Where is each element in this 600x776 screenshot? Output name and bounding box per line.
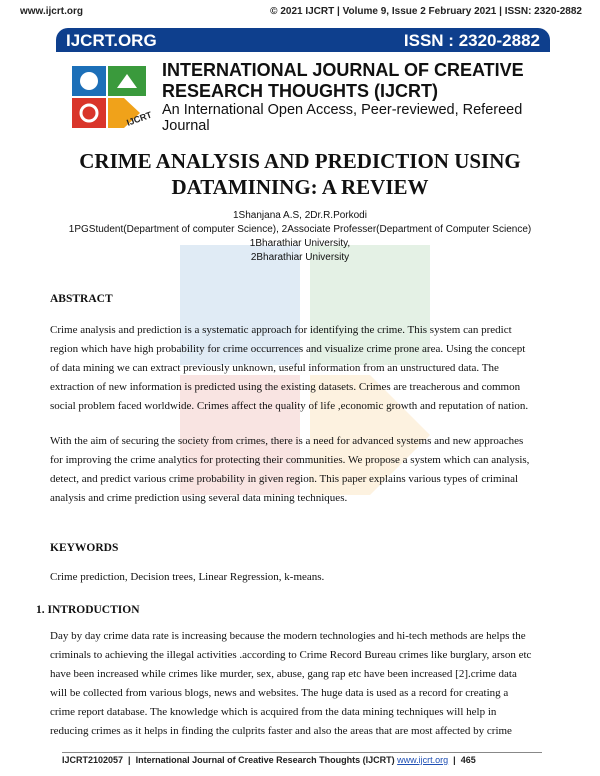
paper-title-line1: CRIME ANALYSIS AND PREDICTION USING xyxy=(79,149,521,173)
text-line: With the aim of securing the society from crimes, there is a need for advanced systems and new approaches xyxy=(50,435,524,447)
banner-left-label: IJCRT.ORG xyxy=(66,31,157,50)
text-line: social problem faced worldwide. Crimes affect the quality of life ,economic growth and reputation of nation. xyxy=(50,400,529,412)
footer-paper-id: IJCRT2102057 xyxy=(62,755,124,765)
text-line: extraction of new information is predicted using the existing datasets. Crimes are treacherous and common xyxy=(50,381,521,393)
authors: 1Shanjana A.S, 2Dr.R.Porkodi xyxy=(233,210,367,221)
text-line: region which have high probability for crime occurrences and visualize crime prone area. Using the concept xyxy=(50,343,526,355)
introduction-paragraph xyxy=(50,627,550,741)
abstract-paragraph-1 xyxy=(50,321,550,416)
journal-tagline: An International Open Access, Peer-reviewed, Refereed Journal xyxy=(162,102,523,134)
paper-title-line2: DATAMINING: A REVIEW xyxy=(171,175,429,199)
text-line: reducing crimes as it helps in finding the culprits faster and also the areas that are most affected by crime xyxy=(50,725,512,737)
text-line: detect, and predict various crime probability in given region. This paper explains various types of criminal xyxy=(50,473,519,485)
text-line: for improving the crime analytics for protecting their communities. We propose a system which can analysis, xyxy=(50,454,530,466)
logo-text: IJCRT xyxy=(125,109,154,128)
text-line: crime report database. The knowledge which is acquired from the data mining techniques will help in xyxy=(50,706,497,718)
footer-journal: International Journal of Creative Research Thoughts (IJCRT) xyxy=(135,755,395,765)
affiliation-1: 1PGStudent(Department of computer Science), 2Associate Professer(Department of Computer Science) xyxy=(68,224,532,235)
text-line: have been increased while crimes like murder, sex, abuse, gang rap etc have been increased [2].crime data xyxy=(50,668,517,680)
journal-logo-icon xyxy=(62,58,156,134)
footer-url-link[interactable]: www.ijcrt.org xyxy=(397,755,449,765)
abstract-heading: ABSTRACT xyxy=(50,293,113,305)
text-line: will be collected from various blogs, news and websites. The huge data is used as a record for creating a xyxy=(50,687,509,699)
affiliation-3: 2Bharathiar University xyxy=(250,252,350,263)
banner-issn: ISSN : 2320-2882 xyxy=(403,31,540,50)
text-line: of data mining we can extract previously unknown, useful information from an unstructured data. The xyxy=(50,362,499,374)
text-line: Crime analysis and prediction is a systematic approach for identifying the crime. This system can predict xyxy=(50,324,512,336)
text-line: analysis and crime prediction using several data mining techniques. xyxy=(50,492,348,504)
running-header xyxy=(0,0,600,22)
journal-name: INTERNATIONAL JOURNAL OF CREATIVE RESEARCH THOUGHTS (IJCRT) xyxy=(162,60,524,101)
author-block xyxy=(30,209,570,265)
header-website: www.ijcrt.org xyxy=(20,6,83,17)
footer-divider xyxy=(62,752,542,753)
journal-banner xyxy=(56,28,550,52)
text-line: criminals to achieving the illegal activities .according to Crime Record Bureau crimes like burglary, arson etc xyxy=(50,649,532,661)
keywords-text: Crime prediction, Decision trees, Linear Regression, k-means. xyxy=(50,571,325,583)
footer-page-number: 465 xyxy=(460,755,476,765)
bulb-icon xyxy=(80,72,98,90)
affiliation-2: 1Bharathiar University, xyxy=(249,238,351,249)
paper-title xyxy=(40,148,560,200)
text-line: Day by day crime data rate is increasing because the modern technologies and hi-tech methods are helps the xyxy=(50,630,526,642)
logo-red-tile xyxy=(72,98,106,128)
header-citation: © 2021 IJCRT | Volume 9, Issue 2 February 2021 | ISSN: 2320-2882 xyxy=(270,6,582,17)
introduction-heading: 1. INTRODUCTION xyxy=(36,604,140,616)
abstract-paragraph-2 xyxy=(50,432,550,508)
page-footer: IJCRT2102057 | International Journal of Creative Research Thoughts (IJCRT) www.ijcrt.org | 465 xyxy=(62,755,476,765)
keywords-heading: KEYWORDS xyxy=(50,542,119,554)
